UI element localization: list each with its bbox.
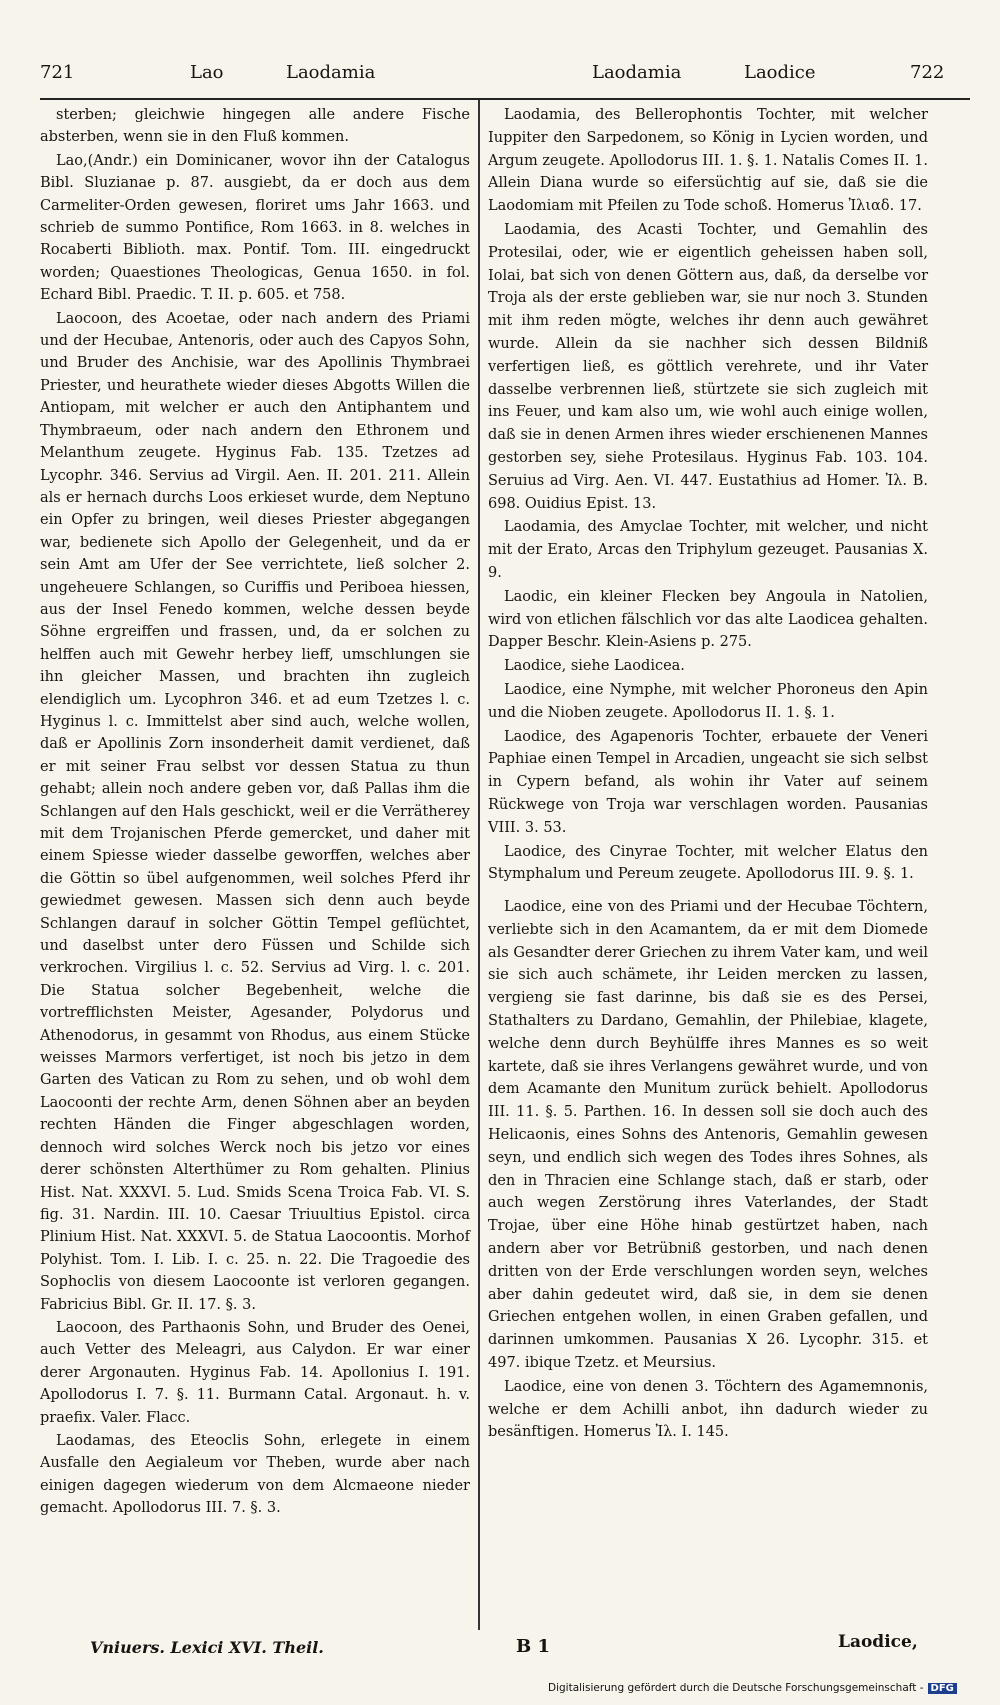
catchword: Laodice, xyxy=(838,1632,918,1652)
column-divider xyxy=(478,100,480,1630)
entry-laodic: Laodic, ein kleiner Flecken bey Angoula in Natolien, wird von etlichen fälschlich vor das alte Laodicea gehalten. Dapper Beschr. Klein-Asiens p. 275. xyxy=(488,588,928,651)
entry-laodice-cross-ref: Laodice, siehe Laodicea. xyxy=(504,658,685,675)
entry-laodamia-acasti: Laodamia, des Acasti Tochter, und Gemahlin des Protesilai, oder, wie er eigentlich geheissen haben soll, Iolai, bat sich von denen Göttern aus, daß, da derselbe vor Troja als der erste geblieben war, sie nur noch 3. Stunden mit ihm reden mögte, welches ihr denn auch gewähret wurde. Allein da sie nachher sich dessen Bildniß verfertigen ließ, es göttlich verehrete, und ihr Vater dasselbe verbrennen ließ, stürtzete sie sich zugleich mit ins Feuer, und kam also um, wie wohl auch einige wollen, daß sie in denen Armen ihres wieder erschienenen Mannes gestorben sey, siehe Protesilaus. Hyginus Fab. 103. 104. Seruius ad Virg. Aen. VI. 447. Eustathius ad Homer. Ἰλ. B. 698. Ouidius Epist. 13. xyxy=(488,221,928,512)
right-column xyxy=(488,104,928,1445)
signature-line: Vniuers. Lexici XVI. Theil. xyxy=(90,1638,324,1657)
left-column xyxy=(40,104,470,1521)
running-title-right: Laodamia xyxy=(592,62,682,83)
entry-laocoon-parthaonis: Laocoon, des Parthaonis Sohn, und Bruder des Oenei, auch Vetter des Meleagri, aus Calydon. Er war einer derer Argonauten. Hyginus Fab. 14. Apollonius I. 191. Apollodorus I. 7. §. 11. Burmann Catal. Argonaut. h. v. praefix. Valer. Flacc. xyxy=(40,1319,470,1426)
entry-laodice-cinyrae: Laodice, des Cinyrae Tochter, mit welcher Elatus den Stymphalum und Pereum zeugete. Apollodorus III. 9. §. 1. xyxy=(488,843,928,883)
entry-laocoon-acoetae: Laocoon, des Acoetae, oder nach andern des Priami und der Hecubae, Antenoris, oder auch des Capyos Sohn, und Bruder des Anchisie, war des Apollinis Thymbraei Priester, und heurathete wieder dieses Abgotts Willen die Antiopam, mit welcher er auch den Antiphantem und Thymbraeum, oder nach andern den Ethronem und Melanthum zeugete. Hyginus Fab. 135. Tzetzes ad Lycophr. 346. Servius ad Virgil. Aen. II. 201. 211. Allein als er hernach durchs Loos erkieset wurde, dem Neptuno ein Opfer zu bringen, weil dieses Priester abgegangen war, bedienete sich Apollo der Gelegenheit, und da er sein Amt am Ufer der See verrichtete, ließ solcher 2. ungeheuere Schlangen, so Curiffis und Periboea hiessen, aus der Insel Fenedo kommen, welche dessen beyde Söhne ergreiffen und frassen, und, da er solchen zu helffen auch mit Gewehr herbey lieff, umschlungen sie ihn gleicher Massen, und brachten ihn zugleich elendiglich um. Lycophron 346. et ad eum Tzetzes l. c. Hyginus l. c. Immittelst aber sind auch, welche wollen, daß er Apollinis Zorn insonderheit damit verdienet, daß er mit seiner Frau selbst vor dessen Statua zu thun gehabt; allein noch andere geben vor, daß Pallas ihm die Schlangen auf den Hals geschickt, weil er die Verrätherey mit dem Trojanischen Pferde gemercket, und daher mit einem Spiesse wieder dasselbe geworffen, welches aber die Göttin so übel aufgenommen, weil solches Pferd ihr gewiedmet gewesen. Massen sich denn auch beyde Schlangen darauf in solcher Göttin Tempel geflüchtet, und daselbst unter dero Füssen und Schilde sich verkrochen. Virgilius l. c. 52. Servius ad Virg. l. c. 201. Die Statua solcher Begebenheit, welche die vortrefflichsten Meister, Agesander, Polydorus und Athenodorus, in gesammt von Rhodus, aus einem Stücke weisses Marmors verfertiget, ist noch bis jetzo in dem Garten des Vatican zu Rom zu sehen, und ob wohl dem Laocoonti der rechte Arm, denen Söhnen aber an beyden rechten Händen die Finger abgeschlagen worden, dennoch wird solches Werck noch bis jetzo vor eines derer schönsten Alterthümer zu Rom gehalten. Plinius Hist. Nat. XXXVI. 5. Lud. Smids Scena Troica Fab. VI. S. fig. 31. Nardin. III. 10. Caesar Triuultius Epistol. circa Plinium Hist. Nat. XXXVI. 5. de Statua Laocoontis. Morhof Polyhist. Tom. I. Lib. I. c. 25. n. 22. Die Tragoedie des Sophoclis von diesem Laocoonte ist verloren gegangen. Fabricius Bibl. Gr. II. 17. §. 3. xyxy=(40,310,470,1313)
entry-laodamia-amyclae: Laodamia, des Amyclae Tochter, mit welcher, und nicht mit der Erato, Arcas den Triphylum gezeuget. Pausanias X. 9. xyxy=(488,519,928,581)
entry-laodamas: Laodamas, des Eteoclis Sohn, erlegete in einem Ausfalle den Aegialeum vor Theben, wurde aber nach einigen dagegen wiederum von dem Alcmaeone nieder gemacht. Apollodorus III. 7. §. 3. xyxy=(40,1432,470,1517)
page-number-right: 722 xyxy=(910,62,945,83)
running-title-left: Laodamia xyxy=(286,62,376,83)
short-heading-right: Laodice xyxy=(744,62,816,83)
short-heading-left: Lao xyxy=(190,62,224,83)
page-header xyxy=(40,62,970,92)
page-number-left: 721 xyxy=(40,62,75,83)
sheet-mark: B 1 xyxy=(516,1636,551,1657)
dfg-credit xyxy=(548,1682,957,1694)
entry-sterben-continuation: sterben; gleichwie hingegen alle andere Fische absterben, wenn sie in den Fluß kommen. xyxy=(40,107,470,146)
entry-laodice-nymphe: Laodice, eine Nymphe, mit welcher Phoroneus den Apin und die Nioben zeugete. Apollodorus II. 1. §. 1. xyxy=(488,681,928,721)
dfg-credit-text: Digitalisierung gefördert durch die Deutsche Forschungsgemeinschaft - xyxy=(548,1682,924,1694)
header-rule xyxy=(40,98,970,100)
entry-laodice-agapenoris: Laodice, des Agapenoris Tochter, erbauete der Veneri Paphiae einen Tempel in Arcadien, ungeacht sie sich selbst in Cypern befand, als wohin ihr Vater auf seinem Rückwege von Troja war verschlagen worden. Pausanias VIII. 3. 53. xyxy=(488,728,928,836)
entry-laodamia-bellerophontis: Laodamia, des Bellerophontis Tochter, mit welcher Iuppiter den Sarpedonem, so König in Lycien worden, und Argum zeugete. Apollodorus III. 1. §. 1. Natalis Comes II. 1. Allein Diana wurde so eifersüchtig auf sie, daß sie die Laodomiam mit Pfeilen zu Tode schoß. Homerus Ἰλιαδ. 17. xyxy=(488,107,928,215)
entry-lao: Lao,(Andr.) ein Dominicaner, wovor ihn der Catalogus Bibl. Sluzianae p. 87. ausgiebt, da er doch aus dem Carmeliter-Orden gewesen, floriret ums Jahr 1663. und schrieb de summo Pontifice, Rom 1663. in 8. welches in Rocaberti Biblioth. max. Pontif. Tom. III. eingedruckt worden; Quaestiones Theologicas, Genua 1650. in fol. Echard Bibl. Praedic. T. II. p. 605. et 758. xyxy=(40,152,470,304)
dfg-logo: DFG xyxy=(928,1683,957,1694)
entry-laodice-priami: Laodice, eine von des Priami und der Hecubae Töchtern, verliebte sich in den Acamantem, da er mit dem Diomede als Gesandter derer Griechen zu ihrem Vater kam, und weil sie sich auch schämete, ihr Leiden mercken zu lassen, vergieng sie fast darinne, bis daß sie es des Persei, Stathalters zu Dardano, Gemahlin, der Philebiae, klagete, welche denn durch Beyhülffe ihres Mannes es so weit kartete, daß sie ihres Verlangens gewähret wurde, und von dem Acamante den Munitum zurück behielt. Apollodorus III. 11. §. 5. Parthen. 16. In dessen soll sie doch auch des Helicaonis, eines Sohns des Antenoris, Gemahlin gewesen seyn, und endlich sich wegen des Todes ihres Sohnes, als den in Thracien eine Schlange stach, daß er starb, oder auch wegen Zerstörung ihres Vaterlandes, der Stadt Trojae, über eine Höhe hinab gestürtzet haben, nach andern aber vor Betrübniß gestorben, und nach denen dritten von der Erde verschlungen worden seyn, welches aber dahin gedeutet wird, daß sie, in dem sie denen Griechen entgehen wollen, in einen Graben gefallen, und darinnen umkommen. Pausanias X 26. Lycophr. 315. et 497. ibique Tzetz. et Meursius. xyxy=(488,899,928,1372)
entry-laodice-agamemnonis: Laodice, eine von denen 3. Töchtern des Agamemnonis, welche er dem Achilli anbot, ihn dadurch wieder zu besänftigen. Homerus Ἰλ. I. 145. xyxy=(488,1378,928,1441)
